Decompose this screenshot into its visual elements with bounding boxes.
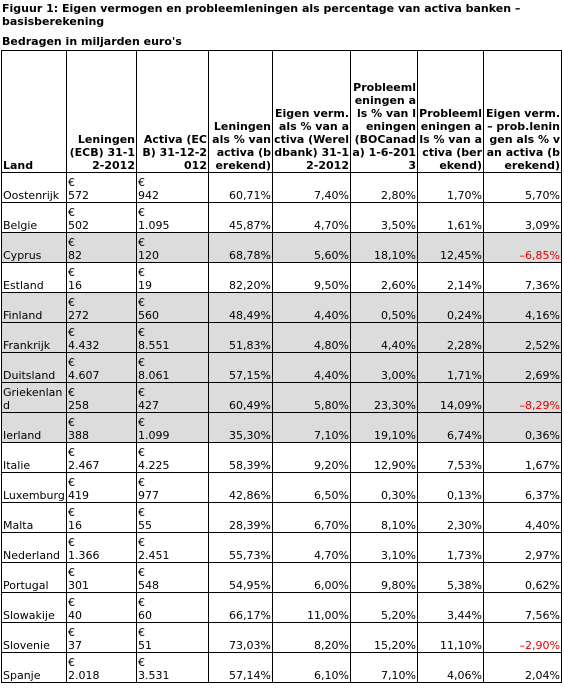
euro-symbol: € — [138, 446, 145, 459]
cell-activa — [137, 263, 209, 293]
cell-netto: 4,40% — [484, 503, 562, 533]
cell-activa-value: 8.551 — [138, 339, 170, 352]
cell-eigen-verm-pct: 6,10% — [273, 653, 351, 683]
cell-netto: 3,09% — [484, 203, 562, 233]
cell-leningen-pct: 60,71% — [209, 173, 273, 203]
cell-leningen — [67, 323, 137, 353]
table-row — [2, 233, 562, 263]
cell-probleem-leningen: 19,10% — [351, 413, 418, 443]
cell-probleem-activa: 1,61% — [418, 203, 484, 233]
cell-leningen — [67, 353, 137, 383]
table-row — [2, 263, 562, 293]
cell-land: Belgie — [2, 203, 67, 233]
cell-activa-value: 942 — [138, 189, 159, 202]
cell-activa — [137, 563, 209, 593]
cell-activa-value: 4.225 — [138, 459, 170, 472]
cell-probleem-activa: 2,30% — [418, 503, 484, 533]
cell-activa-value: 977 — [138, 489, 159, 502]
euro-symbol: € — [68, 206, 75, 219]
euro-symbol: € — [138, 236, 145, 249]
col-header-eigen-verm-pct: Eigen verm. als % van activa (Wereldbank) 31-12-2012 — [273, 51, 351, 173]
table-row — [2, 623, 562, 653]
cell-netto: 0,36% — [484, 413, 562, 443]
cell-leningen-pct: 82,20% — [209, 263, 273, 293]
figure-title: Figuur 1: Eigen vermogen en probleemleningen als percentage van activa banken – basisberekening — [2, 2, 521, 28]
cell-netto: –2,90% — [484, 623, 562, 653]
cell-netto: 7,56% — [484, 593, 562, 623]
table-row — [2, 323, 562, 353]
cell-leningen-value: 388 — [68, 429, 89, 442]
cell-leningen-pct: 51,83% — [209, 323, 273, 353]
cell-activa-value: 3.531 — [138, 669, 170, 682]
cell-leningen-value: 1.366 — [68, 549, 100, 562]
cell-leningen — [67, 233, 137, 263]
cell-probleem-leningen: 5,20% — [351, 593, 418, 623]
cell-probleem-activa: 2,14% — [418, 263, 484, 293]
table-body — [2, 173, 562, 683]
cell-leningen-pct: 60,49% — [209, 383, 273, 413]
table-row — [2, 473, 562, 503]
cell-probleem-leningen: 3,00% — [351, 353, 418, 383]
cell-leningen-pct: 57,15% — [209, 353, 273, 383]
cell-leningen-pct: 68,78% — [209, 233, 273, 263]
cell-leningen-pct: 42,86% — [209, 473, 273, 503]
euro-symbol: € — [68, 266, 75, 279]
euro-symbol: € — [138, 206, 145, 219]
cell-leningen-pct: 45,87% — [209, 203, 273, 233]
cell-probleem-leningen: 7,10% — [351, 653, 418, 683]
cell-activa-value: 1.099 — [138, 429, 170, 442]
cell-leningen — [67, 413, 137, 443]
table-row — [2, 653, 562, 683]
euro-symbol: € — [68, 416, 75, 429]
table-row — [2, 383, 562, 413]
cell-leningen-value: 2.018 — [68, 669, 100, 682]
cell-probleem-activa: 11,10% — [418, 623, 484, 653]
euro-symbol: € — [68, 236, 75, 249]
euro-symbol: € — [138, 356, 145, 369]
cell-land: Slowakije — [2, 593, 67, 623]
cell-eigen-verm-pct: 4,70% — [273, 533, 351, 563]
cell-land: Cyprus — [2, 233, 67, 263]
table-row — [2, 443, 562, 473]
cell-activa — [137, 473, 209, 503]
cell-eigen-verm-pct: 9,50% — [273, 263, 351, 293]
cell-activa — [137, 653, 209, 683]
cell-land: Finland — [2, 293, 67, 323]
cell-probleem-leningen: 8,10% — [351, 503, 418, 533]
cell-leningen-value: 16 — [68, 279, 82, 292]
cell-activa — [137, 443, 209, 473]
cell-probleem-leningen: 23,30% — [351, 383, 418, 413]
cell-activa — [137, 233, 209, 263]
cell-leningen — [67, 203, 137, 233]
cell-leningen-value: 502 — [68, 219, 89, 232]
euro-symbol: € — [138, 476, 145, 489]
euro-symbol: € — [68, 176, 75, 189]
cell-leningen-pct: 58,39% — [209, 443, 273, 473]
cell-leningen — [67, 623, 137, 653]
cell-land: Frankrijk — [2, 323, 67, 353]
cell-eigen-verm-pct: 6,50% — [273, 473, 351, 503]
cell-land: Spanje — [2, 653, 67, 683]
cell-land: Ierland — [2, 413, 67, 443]
table-row — [2, 503, 562, 533]
cell-netto: 2,97% — [484, 533, 562, 563]
euro-symbol: € — [138, 596, 145, 609]
euro-symbol: € — [68, 536, 75, 549]
cell-eigen-verm-pct: 4,70% — [273, 203, 351, 233]
cell-leningen-value: 272 — [68, 309, 89, 322]
euro-symbol: € — [68, 296, 75, 309]
cell-land: Portugal — [2, 563, 67, 593]
cell-activa — [137, 413, 209, 443]
cell-netto: 6,37% — [484, 473, 562, 503]
cell-eigen-verm-pct: 5,80% — [273, 383, 351, 413]
cell-leningen — [67, 293, 137, 323]
euro-symbol: € — [138, 656, 145, 669]
cell-leningen — [67, 503, 137, 533]
cell-leningen-value: 37 — [68, 639, 82, 652]
cell-eigen-verm-pct: 7,40% — [273, 173, 351, 203]
table-row — [2, 353, 562, 383]
cell-leningen-pct: 35,30% — [209, 413, 273, 443]
cell-activa — [137, 383, 209, 413]
cell-leningen-value: 16 — [68, 519, 82, 532]
cell-leningen-value: 2.467 — [68, 459, 100, 472]
cell-probleem-leningen: 3,50% — [351, 203, 418, 233]
cell-probleem-leningen: 15,20% — [351, 623, 418, 653]
cell-probleem-leningen: 9,80% — [351, 563, 418, 593]
table-row — [2, 203, 562, 233]
cell-netto: –8,29% — [484, 383, 562, 413]
col-header-land: Land — [2, 51, 67, 173]
table-row — [2, 173, 562, 203]
cell-land: Griekenland — [2, 383, 67, 413]
cell-probleem-activa: 7,53% — [418, 443, 484, 473]
cell-probleem-leningen: 0,30% — [351, 473, 418, 503]
cell-leningen — [67, 443, 137, 473]
cell-activa-value: 51 — [138, 639, 152, 652]
cell-eigen-verm-pct: 4,40% — [273, 293, 351, 323]
cell-probleem-activa: 3,44% — [418, 593, 484, 623]
cell-leningen — [67, 593, 137, 623]
cell-netto: 2,04% — [484, 653, 562, 683]
cell-probleem-leningen: 4,40% — [351, 323, 418, 353]
header-row — [2, 51, 562, 173]
euro-symbol: € — [68, 326, 75, 339]
cell-leningen — [67, 383, 137, 413]
cell-leningen-pct: 66,17% — [209, 593, 273, 623]
col-header-probleem-activa: Probleemleningen als % van activa (berekend) — [418, 51, 484, 173]
cell-eigen-verm-pct: 4,40% — [273, 353, 351, 383]
cell-probleem-activa: 2,28% — [418, 323, 484, 353]
cell-leningen-value: 301 — [68, 579, 89, 592]
cell-activa — [137, 203, 209, 233]
cell-land: Luxemburg — [2, 473, 67, 503]
cell-activa-value: 2.451 — [138, 549, 170, 562]
cell-probleem-leningen: 2,60% — [351, 263, 418, 293]
col-header-leningen-pct: Leningen als % van activa (berekend) — [209, 51, 273, 173]
cell-leningen — [67, 533, 137, 563]
cell-activa — [137, 293, 209, 323]
euro-symbol: € — [138, 566, 145, 579]
euro-symbol: € — [138, 626, 145, 639]
euro-symbol: € — [138, 326, 145, 339]
cell-activa — [137, 533, 209, 563]
cell-probleem-leningen: 2,80% — [351, 173, 418, 203]
cell-eigen-verm-pct: 5,60% — [273, 233, 351, 263]
cell-leningen-value: 4.432 — [68, 339, 100, 352]
cell-activa-value: 19 — [138, 279, 152, 292]
cell-probleem-activa: 1,71% — [418, 353, 484, 383]
table-row — [2, 533, 562, 563]
cell-probleem-activa: 1,73% — [418, 533, 484, 563]
euro-symbol: € — [138, 386, 145, 399]
cell-netto: –6,85% — [484, 233, 562, 263]
table-row — [2, 413, 562, 443]
cell-netto: 4,16% — [484, 293, 562, 323]
cell-leningen — [67, 263, 137, 293]
cell-activa — [137, 593, 209, 623]
table-row — [2, 293, 562, 323]
table-row — [2, 593, 562, 623]
euro-symbol: € — [138, 176, 145, 189]
cell-probleem-activa: 5,38% — [418, 563, 484, 593]
cell-probleem-activa: 1,70% — [418, 173, 484, 203]
cell-eigen-verm-pct: 6,70% — [273, 503, 351, 533]
cell-activa — [137, 353, 209, 383]
cell-activa-value: 1.095 — [138, 219, 170, 232]
cell-leningen-value: 572 — [68, 189, 89, 202]
euro-symbol: € — [138, 506, 145, 519]
cell-netto: 2,69% — [484, 353, 562, 383]
cell-probleem-activa: 0,24% — [418, 293, 484, 323]
euro-symbol: € — [138, 296, 145, 309]
cell-activa-value: 8.061 — [138, 369, 170, 382]
euro-symbol: € — [68, 596, 75, 609]
cell-land: Slovenie — [2, 623, 67, 653]
cell-leningen — [67, 563, 137, 593]
cell-leningen-pct: 48,49% — [209, 293, 273, 323]
cell-leningen-value: 258 — [68, 399, 89, 412]
figure-subtitle: Bedragen in miljarden euro's — [2, 35, 182, 48]
cell-leningen — [67, 173, 137, 203]
cell-probleem-leningen: 0,50% — [351, 293, 418, 323]
euro-symbol: € — [138, 266, 145, 279]
cell-probleem-activa: 0,13% — [418, 473, 484, 503]
cell-activa-value: 60 — [138, 609, 152, 622]
cell-netto: 5,70% — [484, 173, 562, 203]
col-header-probleem-leningen: Probleemleningen als % van leningen (BOCanada) 1-6-2013 — [351, 51, 418, 173]
cell-leningen-value: 4.607 — [68, 369, 100, 382]
table-row — [2, 563, 562, 593]
col-header-activa: Activa (ECB) 31-12-2012 — [137, 51, 209, 173]
cell-eigen-verm-pct: 7,10% — [273, 413, 351, 443]
cell-probleem-leningen: 3,10% — [351, 533, 418, 563]
cell-land: Malta — [2, 503, 67, 533]
cell-activa-value: 120 — [138, 249, 159, 262]
euro-symbol: € — [68, 476, 75, 489]
cell-leningen-value: 40 — [68, 609, 82, 622]
cell-probleem-activa: 6,74% — [418, 413, 484, 443]
euro-symbol: € — [68, 446, 75, 459]
cell-activa-value: 427 — [138, 399, 159, 412]
cell-activa-value: 560 — [138, 309, 159, 322]
col-header-leningen: Leningen (ECB) 31-12-2012 — [67, 51, 137, 173]
cell-netto: 2,52% — [484, 323, 562, 353]
euro-symbol: € — [68, 506, 75, 519]
cell-land: Duitsland — [2, 353, 67, 383]
cell-netto: 1,67% — [484, 443, 562, 473]
cell-land: Estland — [2, 263, 67, 293]
cell-netto: 0,62% — [484, 563, 562, 593]
cell-activa — [137, 623, 209, 653]
euro-symbol: € — [68, 626, 75, 639]
cell-eigen-verm-pct: 11,00% — [273, 593, 351, 623]
cell-eigen-verm-pct: 8,20% — [273, 623, 351, 653]
euro-symbol: € — [68, 566, 75, 579]
cell-probleem-activa: 14,09% — [418, 383, 484, 413]
cell-activa — [137, 173, 209, 203]
cell-leningen-value: 419 — [68, 489, 89, 502]
cell-land: Nederland — [2, 533, 67, 563]
cell-leningen-pct: 73,03% — [209, 623, 273, 653]
data-table — [1, 50, 562, 683]
euro-symbol: € — [68, 356, 75, 369]
cell-eigen-verm-pct: 9,20% — [273, 443, 351, 473]
cell-leningen-value: 82 — [68, 249, 82, 262]
cell-land: Oostenrijk — [2, 173, 67, 203]
euro-symbol: € — [138, 536, 145, 549]
cell-leningen — [67, 473, 137, 503]
cell-leningen — [67, 653, 137, 683]
cell-eigen-verm-pct: 6,00% — [273, 563, 351, 593]
cell-leningen-pct: 57,14% — [209, 653, 273, 683]
col-header-netto: Eigen verm. – prob.leningen als % van activa (berekend) — [484, 51, 562, 173]
cell-leningen-pct: 28,39% — [209, 503, 273, 533]
cell-eigen-verm-pct: 4,80% — [273, 323, 351, 353]
cell-leningen-pct: 55,73% — [209, 533, 273, 563]
cell-land: Italie — [2, 443, 67, 473]
cell-activa-value: 55 — [138, 519, 152, 532]
cell-probleem-leningen: 12,90% — [351, 443, 418, 473]
cell-activa — [137, 323, 209, 353]
cell-activa-value: 548 — [138, 579, 159, 592]
cell-probleem-activa: 4,06% — [418, 653, 484, 683]
cell-leningen-pct: 54,95% — [209, 563, 273, 593]
euro-symbol: € — [68, 386, 75, 399]
cell-activa — [137, 503, 209, 533]
euro-symbol: € — [138, 416, 145, 429]
cell-netto: 7,36% — [484, 263, 562, 293]
cell-probleem-activa: 12,45% — [418, 233, 484, 263]
euro-symbol: € — [68, 656, 75, 669]
cell-probleem-leningen: 18,10% — [351, 233, 418, 263]
